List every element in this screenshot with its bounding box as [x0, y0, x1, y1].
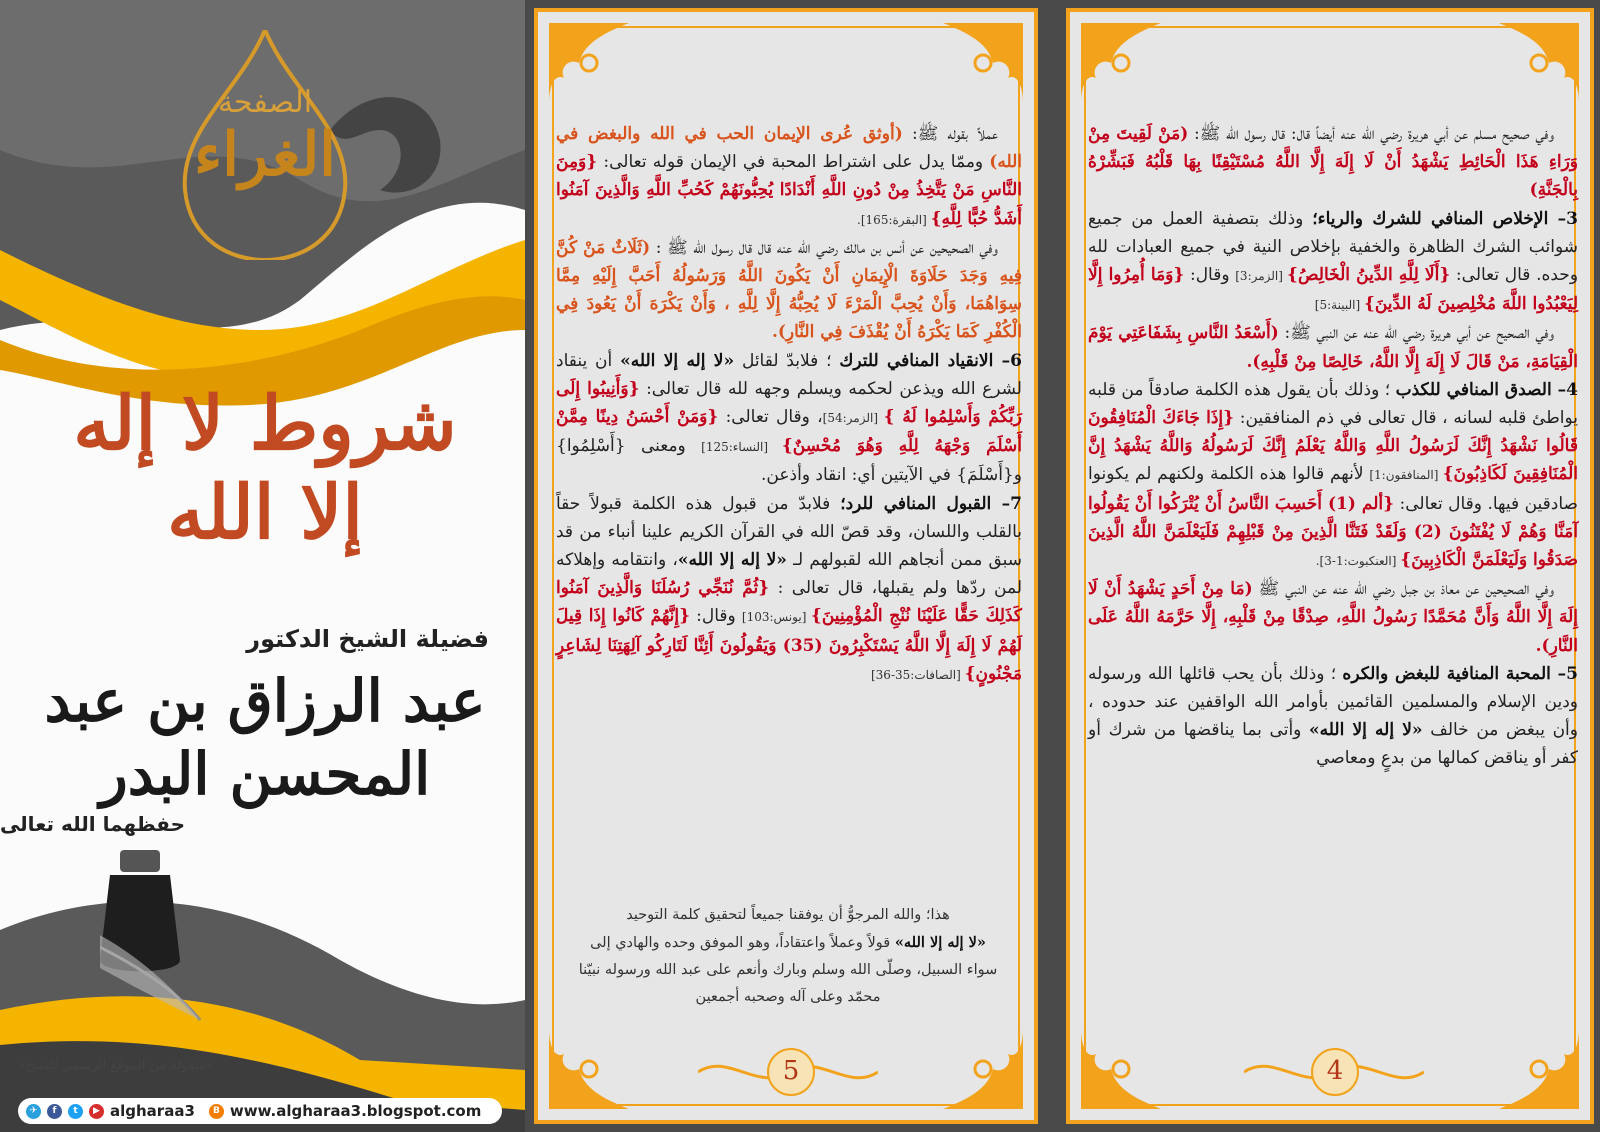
section-heading-5: 5– المحبة المنافية للبغض والكره	[1342, 663, 1578, 684]
hadith-text: (مَا مِنْ أَحَدٍ يَشْهَدُ أَنْ لَا إِلَهَ إِلَّا اللَّهُ وَأَنَّ مُحَمَّدًا رَسُولُ اللَّهِ، صِدْقًا مِنْ قَلْبِهِ، إِلَّا حَرَّمَهُ اللَّهُ عَلَى النَّارِ).	[1088, 579, 1578, 656]
verse-ref: [المنافقون:1]	[1369, 468, 1443, 483]
text: وفي الصحيحين عن معاذ بن جبل رضي الله عنه عن النبي ﷺ	[1252, 579, 1554, 600]
text: وأتى بما يناقضها من شرك أو كفر أو يناقض كمالها من بدعٍ ومعاصي	[1088, 720, 1578, 769]
text: وقال:	[1184, 265, 1236, 286]
page-5-body	[556, 120, 1022, 689]
verse-ref: [النساء:125]	[701, 440, 782, 455]
closing-line: قولاً وعملاً واعتقاداً، وهو الموفق وحده والهادي إلى	[590, 935, 895, 951]
section-heading-3: 3– الإخلاص المنافي للشرك والرياء؛	[1312, 208, 1578, 229]
page-4-panel	[1066, 8, 1594, 1124]
facebook-icon[interactable]: f	[47, 1104, 62, 1119]
ornament-icon	[936, 18, 1028, 110]
verse-text: {وَمِنَ النَّاسِ مَنْ يَتَّخِذُ مِنْ دُونِ اللَّهِ أَنْدَادًا يُحِبُّونَهُمْ كَحُبِّ اللَّهِ وَالَّذِينَ آمَنُوا أَشَدُّ حُبًّا لِلَّهِ}	[556, 152, 1022, 229]
logo-subtitle: الصفحة	[217, 85, 313, 120]
text: لأنهم قالوا هذه الكلمة ولكنهم لم يكونوا صادقين فيها. وقال تعالى:	[1088, 464, 1578, 514]
social-handle[interactable]: algharaa3	[110, 1102, 195, 1120]
verse-ref: [الصافات:35-36]	[870, 667, 965, 682]
twitter-icon[interactable]: t	[68, 1104, 83, 1119]
page-4-body	[1088, 120, 1578, 773]
kalima-text: «لا إله إلا الله»	[677, 550, 787, 571]
page-5-panel	[534, 8, 1038, 1124]
youtube-icon[interactable]: ▶	[89, 1104, 104, 1119]
verse-ref: [الزمر:54]	[822, 411, 884, 426]
text: ؛ وذلك بأن يحب قائلها الله ورسوله ودين الإسلام والمسلمين القائمين بأوامر الله الواقفين عند حدوده ، وأن يبغض من خالف	[1088, 663, 1578, 741]
kalima-text: «لا إله إلا الله»	[1309, 720, 1423, 741]
text: ومعنى {أَسْلِمُوا} و{أَسْلَمَ} في الآيتين أي: انقاد وأذعن.	[556, 436, 1022, 486]
closing-line: هذا؛ والله المرجوُّ أن يوفقنا جميعاً لتحقيق كلمة التوحيد	[626, 907, 950, 923]
ornament-icon	[1492, 1022, 1584, 1114]
text: عملاً بقوله ﷺ:	[902, 124, 998, 144]
kalima-text: «لا إله إلا الله»	[620, 350, 735, 371]
page-number: 5	[767, 1048, 815, 1096]
ornament-icon	[936, 1022, 1028, 1114]
blogger-icon[interactable]: B	[209, 1104, 224, 1119]
source-note: «منقولة من الموقع الرسمي للشيخ»	[18, 1058, 214, 1073]
text: وفي الصحيحين عن أنس بن مالك رضي الله عنه قال قال رسول الله ﷺ :	[650, 237, 998, 258]
text: وفي الصحيح عن أبي هريرة رضي الله عنه عن النبي ﷺ:	[1278, 323, 1554, 344]
verse-text: {إِنَّهُمْ كَانُوا إِذَا قِيلَ لَهُمْ لَا إِلَهَ إِلَّا اللَّهُ يَسْتَكْبِرُونَ (35) وَيَقُولُونَ أَئِنَّا لَتَارِكُو آلِهَتِنَا لِشَاعِرٍ مَجْنُونٍ}	[556, 606, 1022, 684]
text: ، وقال تعالى:	[718, 407, 823, 428]
website-link[interactable]: www.algharaa3.blogspot.com	[229, 1102, 482, 1120]
verse-text: {إِذَا جَاءَكَ الْمُنَافِقُونَ قَالُوا نَشْهَدُ إِنَّكَ لَرَسُولُ اللَّهِ وَاللَّهُ يَعْلَمُ إِنَّكَ لَرَسُولُهُ وَاللَّهُ يَشْهَدُ إِنَّ الْمُنَافِقِينَ لَكَاذِبُونَ}	[1088, 408, 1578, 485]
telegram-icon[interactable]: ✈	[26, 1104, 41, 1119]
closing-text	[578, 902, 998, 1011]
page-title: شروط لا إله إلا الله	[73, 381, 457, 556]
text: وذلك بتصفية العمل من جميع شوائب الشرك الظاهرة والخفية بإخلاص النية في جميع العبادات لله وحده. قال تعالى:	[1088, 208, 1579, 286]
closing-line: محمّد وعلى آله وصحبه أجمعين	[695, 989, 881, 1005]
hafiz-text: حفظهما الله تعالى	[0, 812, 185, 836]
verse-text: {أَلَا لِلَّهِ الدِّينُ الْخَالِصُ}	[1287, 265, 1451, 286]
hadith-text: (أوثق عُرى الإيمان الحب في الله والبغض في الله)	[556, 124, 1022, 173]
verse-ref: [يونس:103]	[741, 610, 811, 625]
sheikh-name: عبد الرزاق بن عبد المحسن البدر	[44, 667, 486, 808]
inkwell-quill-icon	[100, 850, 300, 1040]
section-heading-7: 7– القبول المنافي للرد؛	[840, 493, 1022, 514]
closing-line: سواء السبيل، وصلّى الله وسلم وبارك وأنعم على عبد الله ورسوله نبيّنا	[578, 962, 998, 978]
verse-text: {ثُمَّ نُنَجِّي رُسُلَنَا وَالَّذِينَ آمَنُوا كَذَلِكَ حَقًّا عَلَيْنَا نُنْجِ الْمُؤْمِنِينَ}	[556, 578, 1022, 627]
text: وممّا يدل على اشتراط المحبة في الإيمان قوله تعالى:	[597, 152, 990, 173]
verse-text: {وَمَنْ أَحْسَنُ دِينًا مِمَّنْ أَسْلَمَ وَجْهَهُ لِلَّهِ وَهُوَ مُحْسِنٌ}	[556, 407, 1023, 457]
verse-ref: [الزمر:3]	[1235, 269, 1288, 284]
text: ، وانتقامه وإهلاكه لمن ردّها ولم يقبلها، قال تعالى :	[556, 550, 1022, 599]
verse-text: {وَأَنِيبُوا إِلَى رَبِّكُمْ وَأَسْلِمُوا لَهُ }	[556, 378, 1022, 428]
verse-text: {ألم (1) أَحَسِبَ النَّاسُ أَنْ يُتْرَكُوا أَنْ يَقُولُوا آمَنَّا وَهُمْ لَا يُفْتَنُونَ (2) وَلَقَدْ فَتَنَّا الَّذِينَ مِنْ قَبْلِهِمْ فَلَيَعْلَمَنَّ اللَّهُ الَّذِينَ صَدَقُوا وَلَيَعْلَمَنَّ الْكَاذِبِينَ}	[1088, 493, 1578, 571]
text: ؛ وذلك بأن يقول هذه الكلمة صادقاً من قلبه يواطئ قلبه لسانه ، قال تعالى في ذم المنافقين:	[1088, 379, 1578, 429]
ornament-icon	[544, 18, 636, 110]
verse-ref: [البقرة:165].	[857, 212, 931, 227]
ornament-icon	[1076, 18, 1168, 110]
verse-text: {وَمَا أُمِرُوا إِلَّا لِيَعْبُدُوا اللَّهَ مُخْلِصِينَ لَهُ الدِّينَ}	[1088, 265, 1578, 315]
text: فلابدّ من قبول هذه الكلمة قبولاً حقاً بالقلب واللسان، وقد قصّ الله في القرآن الكريم علينا أنباء من قد سبق ممن أنجاهم الله لقبولهم لـ	[556, 493, 1023, 571]
logo	[170, 30, 360, 260]
kalima-text: «لا إله إلا الله»	[894, 934, 986, 951]
ornament-icon	[544, 1022, 636, 1114]
hadith-text: (أَسْعَدُ النَّاسِ بِشَفَاعَتِي يَوْمَ الْقِيَامَةِ، مَنْ قَالَ لَا إِلَهَ إِلَّا اللَّهُ، خَالِصًا مِنْ قَلْبِهِ).	[1088, 323, 1578, 372]
text: ؛ فلابدّ لقائل	[734, 350, 840, 371]
hadith-text: (مَنْ لَقِيتَ مِنْ وَرَاءِ هَذَا الْحَائِطِ يَشْهَدُ أَنْ لَا إِلَهَ إِلَّا اللَّهُ مُسْتَيْقِنًا بِهَا قَلْبُهُ فَبَشِّرْهُ بِالْجَنَّةِ)	[1088, 124, 1578, 201]
section-heading-6: 6– الانقياد المنافي للترك	[839, 350, 1022, 371]
text: وقال:	[690, 606, 742, 627]
text: وفي صحيح مسلم عن أبي هريرة رضي الله عنه أيضاً قال: قال رسول الله ﷺ:	[1188, 124, 1555, 144]
page-number: 4	[1311, 1048, 1359, 1096]
verse-ref: [البينة:5]	[1314, 298, 1364, 313]
cover-panel	[0, 0, 525, 1132]
sheikh-label: فضيلة الشيخ الدكتور	[246, 625, 489, 653]
section-heading-4: 4– الصدق المنافي للكذب	[1395, 379, 1578, 400]
footer-bar	[18, 1098, 502, 1124]
logo-text: الغراء	[194, 120, 336, 190]
hadith-text: (ثَلَاثٌ مَنْ كُنَّ فِيهِ وَجَدَ حَلَاوَةَ الْإِيمَانِ أَنْ يَكُونَ اللَّهُ وَرَسُولُهُ أَحَبَّ إِلَيْهِ مِمَّا سِوَاهُمَا، وَأَنْ يُحِبَّ الْمَرْءَ لَا يُحِبُّهُ إِلَّا لِلَّهِ ، وَأَنْ يَكْرَهَ أَنْ يَعُودَ فِي الْكُفْرِ كَمَا يَكْرَهُ أَنْ يُقْذَفَ فِي النَّارِ).	[556, 237, 1022, 343]
ornament-icon	[1492, 18, 1584, 110]
verse-ref: [العنكبوت:1-3].	[1315, 554, 1401, 569]
ornament-icon	[1076, 1022, 1168, 1114]
text: أن ينقاد لشرع الله ويذعن لحكمه ويسلم وجهه لله قال تعالى:	[556, 350, 1022, 399]
